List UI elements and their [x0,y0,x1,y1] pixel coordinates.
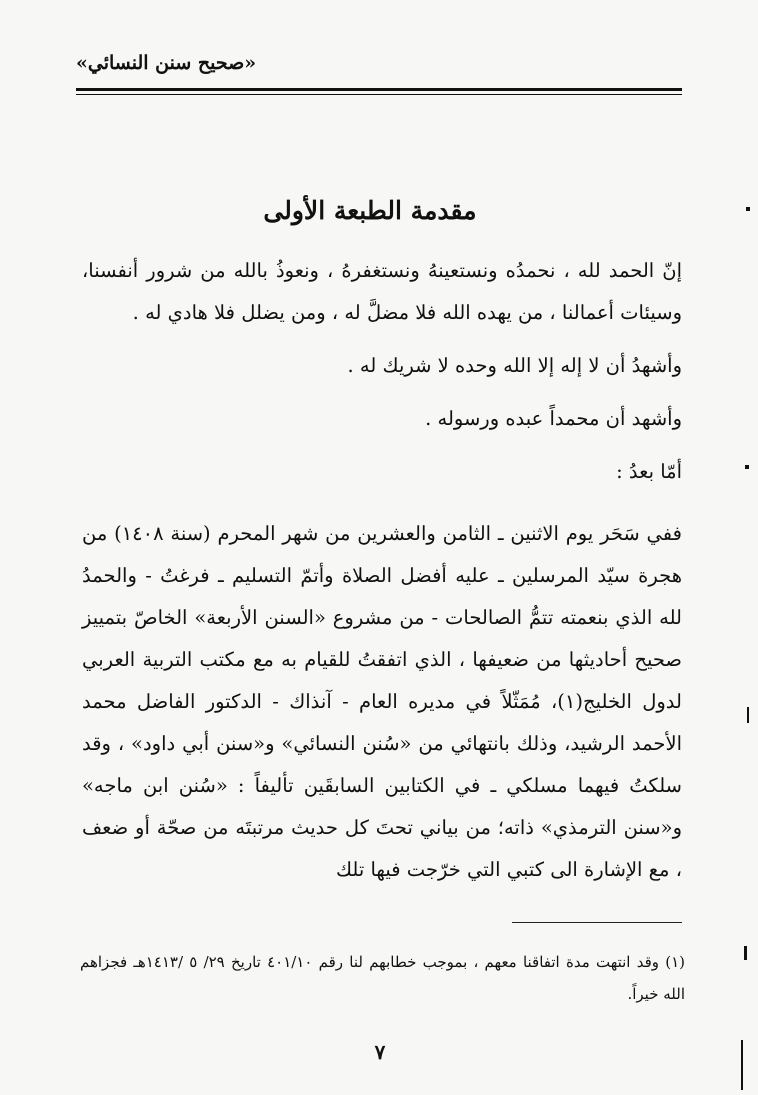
body-text [82,250,682,891]
paragraph-opening: إنّ الحمد لله ، نحمدُه ونستعينهُ ونستغفرهُ ، ونعوذُ بالله من شرور أنفسنا، وسيئات أعمالنا ، من يهده الله فلا مضلَّ له ، ومن يضلل فلا هادي له . [82,259,682,324]
footnote-1: (١) وقد انتهت مدة اتفاقنا معهم ، بموجب خطابهم لنا رقم ٤٠١/١٠ تاريخ ٢٩/ ٥ /١٤١٣هـ فجزاهم الله خيراً. [80,953,686,1003]
footnote-separator [512,922,682,923]
header-rule [76,88,682,91]
header-rule-thin [76,94,682,95]
scan-edge-line [741,1040,743,1090]
running-header-title: «صحيح سنن النسائي» [76,52,257,74]
paragraph-shahada-1: وأشهدُ أن لا إله إلا الله وحده لا شريك له . [347,354,682,377]
footnotes [80,946,685,1010]
scan-speck [745,465,749,469]
page-number: ٧ [374,1040,386,1064]
scan-speck [746,207,750,211]
paragraph-shahada-2: وأشهد أن محمداً عبده ورسوله . [425,407,682,430]
paragraph-main: ففي سَحَر يوم الاثنين ـ الثامن والعشرين من شهر المحرم (سنة ١٤٠٨) من هجرة سيّد المرسلين ـ عليه أفضل الصلاة وأتمّ التسليم ـ فرغتُ - والحمدُ لله الذي بنعمته تتمُّ الصالحات - من مشروع «السنن الأربعة» الخاصّ بتمييز صحيح أحاديثها من ضعيفها ، الذي اتفقتُ للقيام به مع مكتب التربية العربي لدول الخليج(١)، مُمَثّلاً في مديره العام - آنذاك - الدكتور الفاضل محمد الأحمد الرشيد، وذلك بانتهائي من «سُنن النسائي» و«سنن أبي داود» ، وقد سلكتُ فيهما مسلكي ـ في الكتابين السابقَين تأليفاً : «سُنن ابن ماجه» و«سنن الترمذي» ذاته؛ من بياني تحتَ كل حديث مرتبتَه من صحّة أو ضعف ، مع الإشارة الى كتبي التي خرّجت فيها تلك [82,522,682,881]
scan-speck [747,707,749,723]
paragraph-amma-bad: أمّا بعدُ : [616,460,682,483]
chapter-title: مقدمة الطبعة الأولى [263,196,477,225]
scan-speck [744,946,747,960]
